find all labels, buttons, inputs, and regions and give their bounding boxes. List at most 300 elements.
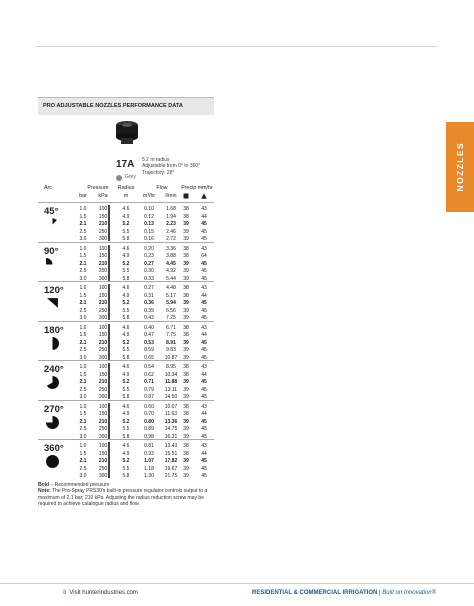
arc-group: [38, 281, 214, 321]
table-cell: 38: [183, 324, 189, 331]
model-specs: [142, 157, 200, 176]
table-cell: 5.2: [122, 418, 130, 425]
table-cell: 2.1: [79, 260, 87, 267]
table-cell: 300: [98, 354, 108, 361]
table-row: [38, 340, 214, 348]
table-cell: 39: [183, 260, 189, 267]
table-cell: 19.67: [164, 465, 178, 472]
table-row: [38, 466, 214, 474]
table-cell: 0.47: [144, 332, 154, 338]
table-cell: 38: [183, 411, 189, 417]
table-cell: 0.43: [144, 315, 154, 321]
table-row: [38, 285, 214, 293]
table-cell: 2.5: [79, 386, 87, 393]
table-cell: 150: [98, 371, 108, 378]
table-row: [38, 458, 214, 466]
table-cell: 150: [98, 411, 108, 417]
table-cell: 4.6: [122, 206, 130, 212]
table-cell: 210: [98, 458, 108, 464]
table-header: [38, 185, 214, 193]
arc-label: 240°: [44, 364, 64, 375]
table-cell: 39: [183, 433, 189, 440]
table-cell: 64: [201, 253, 207, 259]
table-cell: 5.2: [122, 221, 130, 227]
table-cell: 45: [201, 418, 207, 425]
table-cell: 45: [201, 386, 207, 393]
square-pattern-icon: [179, 193, 193, 201]
table-cell: 11.63: [164, 411, 178, 417]
table-cell: 3.0: [79, 394, 87, 400]
table-cell: 39: [183, 315, 189, 321]
table-cell: 1.0: [79, 245, 87, 252]
table-row: [38, 221, 214, 229]
section-tab-label: NOZZLES: [455, 142, 465, 192]
table-cell: 2.1: [79, 458, 87, 464]
table-cell: 39: [183, 236, 189, 242]
table-cell: 4.9: [122, 292, 130, 299]
table-row: [38, 411, 214, 419]
table-cell: 45: [201, 473, 207, 479]
table-cell: 0.70: [144, 411, 154, 417]
table-cell: 45: [201, 228, 207, 235]
subheader-m: m: [123, 193, 129, 199]
subheader-bar: bar: [79, 193, 87, 199]
table-cell: 38: [183, 206, 189, 212]
arc-group: [38, 321, 214, 361]
table-cell: 38: [183, 403, 189, 410]
table-cell: 43: [201, 324, 207, 331]
table-cell: 5.8: [122, 433, 130, 440]
table-cell: 1.18: [144, 465, 154, 472]
footer-separator: |: [377, 590, 383, 596]
table-cell: 5.8: [122, 354, 130, 361]
table-cell: 10.87: [164, 354, 178, 361]
table-cell: 4.92: [166, 268, 176, 274]
table-cell: 2.1: [79, 379, 87, 385]
table-cell: 0.27: [144, 285, 154, 291]
table-cell: 3.0: [79, 236, 87, 242]
header-flow: Flow: [156, 185, 168, 191]
table-cell: 4.6: [122, 403, 130, 410]
table-cell: 150: [98, 332, 108, 338]
table-row: [38, 473, 214, 481]
table-cell: 250: [98, 307, 108, 314]
triangle-pattern-icon: [197, 193, 211, 201]
spec-adjustable: Adjustable from 0° to 360°: [142, 163, 201, 170]
table-row: [38, 308, 214, 316]
table-cell: 0.60: [144, 403, 154, 410]
table-cell: 3.0: [79, 433, 87, 440]
table-cell: 1.94: [166, 213, 176, 220]
table-cell: 0.16: [144, 236, 154, 242]
table-cell: 45: [201, 260, 207, 267]
footer-tagline: Built on Innovation®: [382, 590, 437, 596]
table-cell: 9.83: [166, 347, 176, 353]
table-cell: 2.5: [79, 268, 87, 274]
table-cell: 1.07: [144, 458, 154, 464]
table-cell: 39: [183, 221, 189, 227]
table-cell: 0.62: [144, 371, 154, 378]
header-arc: Arc: [44, 185, 52, 191]
table-cell: 210: [98, 260, 108, 267]
table-cell: 0.13: [144, 221, 154, 227]
table-cell: 5.5: [122, 426, 130, 432]
table-cell: 0.87: [144, 394, 154, 400]
arc-label: 180°: [44, 324, 64, 336]
table-row: [38, 253, 214, 261]
table-cell: 210: [98, 339, 108, 346]
table-cell: 0.20: [144, 245, 154, 252]
arc-label: 360°: [44, 443, 64, 454]
table-cell: 5.8: [122, 473, 130, 479]
table-cell: 45: [201, 268, 207, 274]
table-cell: 5.8: [122, 275, 130, 282]
table-cell: 1.0: [79, 443, 87, 449]
table-cell: 38: [183, 213, 189, 220]
header-radius: Radius: [117, 185, 135, 191]
table-cell: 0.40: [144, 324, 154, 331]
table-cell: 4.6: [122, 245, 130, 252]
table-cell: 17.82: [164, 458, 178, 464]
table-subheader: [38, 193, 214, 203]
table-cell: 39: [183, 379, 189, 385]
table-cell: 39: [183, 465, 189, 472]
section-tab-nozzles: [446, 122, 474, 212]
table-cell: 2.5: [79, 426, 87, 432]
table-cell: 44: [201, 371, 207, 378]
table-cell: 300: [98, 433, 108, 440]
table-cell: 100: [98, 285, 108, 291]
table-row: [38, 261, 214, 269]
table-cell: 1.0: [79, 206, 87, 212]
arc-label: 45°: [44, 206, 59, 217]
table-cell: 8.91: [166, 339, 176, 346]
table-cell: 250: [98, 386, 108, 393]
table-cell: 6.71: [166, 324, 176, 331]
table-cell: 2.1: [79, 339, 87, 346]
table-cell: 300: [98, 315, 108, 321]
table-cell: 39: [183, 228, 189, 235]
table-row: [38, 419, 214, 427]
table-cell: 2.5: [79, 465, 87, 472]
table-cell: 0.33: [144, 275, 154, 282]
table-cell: 5.8: [122, 236, 130, 242]
arc-label: 90°: [44, 245, 59, 257]
table-cell: 45: [201, 426, 207, 432]
table-cell: 39: [183, 275, 189, 282]
table-cell: 15.51: [164, 450, 178, 457]
table-cell: 45: [201, 307, 207, 314]
table-cell: 2.5: [79, 228, 87, 235]
table-row: [38, 379, 214, 387]
table-cell: 39: [183, 268, 189, 274]
table-cell: 5.5: [122, 347, 130, 353]
page-number: 8: [63, 590, 67, 596]
table-cell: 300: [98, 473, 108, 479]
table-cell: 4.6: [122, 324, 130, 331]
table-cell: 4.9: [122, 450, 130, 457]
table-cell: 5.17: [166, 292, 176, 299]
table-cell: 4.48: [166, 285, 176, 291]
table-row: [38, 387, 214, 395]
table-cell: 11.88: [164, 379, 178, 385]
table-cell: 2.23: [166, 221, 176, 227]
arc-label: 270°: [44, 403, 64, 415]
table-cell: 5.8: [122, 315, 130, 321]
table-cell: 5.2: [122, 300, 130, 306]
table-cell: 45: [201, 433, 207, 440]
nozzle-image: [38, 115, 214, 151]
table-cell: 0.30: [144, 268, 154, 274]
table-cell: 43: [201, 245, 207, 252]
table-cell: 43: [201, 443, 207, 449]
table-cell: 1.30: [144, 473, 154, 479]
table-cell: 0.93: [144, 450, 154, 457]
table-cell: 150: [98, 253, 108, 259]
table-cell: 45: [201, 347, 207, 353]
table-row: [38, 246, 214, 254]
subheader-kpa: kPa: [98, 193, 108, 199]
table-cell: 39: [183, 426, 189, 432]
table-cell: 150: [98, 292, 108, 299]
table-cell: 0.79: [144, 386, 154, 393]
table-cell: 1.0: [79, 324, 87, 331]
table-cell: 1.0: [79, 285, 87, 291]
table-cell: 5.5: [122, 465, 130, 472]
color-swatch: [116, 175, 122, 181]
table-row: [38, 364, 214, 372]
model-name: 17A: [116, 159, 135, 170]
table-cell: 45: [201, 465, 207, 472]
table-cell: 7.75: [166, 332, 176, 338]
arc-group: [38, 242, 214, 282]
footer-divider: [0, 583, 474, 584]
table-cell: 1.68: [166, 206, 176, 212]
table-cell: 0.23: [144, 253, 154, 259]
table-cell: 3.0: [79, 275, 87, 282]
subheader-lmin: l/min: [165, 193, 177, 199]
color-label: Grey: [125, 174, 136, 180]
table-row: [38, 268, 214, 276]
table-cell: 39: [183, 473, 189, 479]
table-cell: 45: [201, 275, 207, 282]
table-cell: 5.44: [166, 275, 176, 282]
table-cell: 4.9: [122, 253, 130, 259]
table-row: [38, 229, 214, 237]
table-cell: 3.88: [166, 253, 176, 259]
table-cell: 4.6: [122, 443, 130, 449]
table-cell: 1.5: [79, 332, 87, 338]
table-cell: 300: [98, 394, 108, 400]
table-cell: 39: [183, 300, 189, 306]
table-cell: 0.39: [144, 307, 154, 314]
table-cell: 2.5: [79, 307, 87, 314]
table-cell: 1.5: [79, 213, 87, 220]
table-cell: 4.6: [122, 364, 130, 370]
table-cell: 44: [201, 450, 207, 457]
subheader-m3hr: m³/hr: [142, 193, 156, 199]
header-precip: Precip mm/hr: [181, 185, 213, 191]
table-cell: 39: [183, 394, 189, 400]
arc-group: [38, 400, 214, 440]
table-cell: 44: [201, 292, 207, 299]
model-info: [38, 151, 214, 185]
table-cell: 39: [183, 418, 189, 425]
table-cell: 13.43: [164, 443, 178, 449]
table-cell: 300: [98, 236, 108, 242]
table-cell: 4.45: [166, 260, 176, 267]
header-pressure: Pressure: [87, 185, 109, 191]
table-cell: 14.50: [164, 394, 178, 400]
table-cell: 100: [98, 206, 108, 212]
table-cell: 43: [201, 206, 207, 212]
table-cell: 45: [201, 394, 207, 400]
performance-panel: [38, 97, 214, 479]
table-cell: 100: [98, 324, 108, 331]
table-cell: 10.07: [164, 403, 178, 410]
table-cell: 39: [183, 354, 189, 361]
table-cell: 150: [98, 450, 108, 457]
table-cell: 45: [201, 300, 207, 306]
table-row: [38, 347, 214, 355]
table-cell: 3.0: [79, 473, 87, 479]
table-cell: 0.80: [144, 418, 154, 425]
pressure-note: [38, 488, 216, 507]
table-row: [38, 214, 214, 222]
table-cell: 16.31: [164, 433, 178, 440]
table-cell: 0.89: [144, 426, 154, 432]
table-cell: 1.5: [79, 450, 87, 457]
table-cell: 0.53: [144, 339, 154, 346]
section-title: PRO ADJUSTABLE NOZZLES PERFORMANCE DATA: [38, 97, 214, 115]
table-cell: 1.5: [79, 371, 87, 378]
table-cell: 45: [201, 315, 207, 321]
table-cell: 5.2: [122, 260, 130, 267]
table-cell: 38: [183, 443, 189, 449]
table-cell: 210: [98, 300, 108, 306]
table-cell: 1.0: [79, 403, 87, 410]
table-row: [38, 372, 214, 380]
table-cell: 0.31: [144, 292, 154, 299]
table-row: [38, 451, 214, 459]
footer-left: [63, 590, 138, 596]
table-cell: 1.0: [79, 364, 87, 370]
table-cell: 38: [183, 364, 189, 370]
table-cell: 6.56: [166, 307, 176, 314]
table-cell: 38: [183, 253, 189, 259]
note-text: The Pro-Spray PRS30's built-in pressure regulator controls output to a maximum of 2.1 bar; 210 kPa. Adjusting the radius reduction screw may be required to achieve catalogue radius and flow.: [38, 488, 208, 507]
table-cell: 4.9: [122, 371, 130, 378]
table-cell: 3.0: [79, 354, 87, 361]
table-cell: 45: [201, 379, 207, 385]
table-cell: 100: [98, 403, 108, 410]
table-cell: 2.46: [166, 228, 176, 235]
table-row: [38, 443, 214, 451]
table-cell: 38: [183, 292, 189, 299]
table-cell: 250: [98, 426, 108, 432]
table-cell: 2.1: [79, 300, 87, 306]
table-cell: 4.9: [122, 213, 130, 220]
table-cell: 38: [183, 245, 189, 252]
table-cell: 2.1: [79, 418, 87, 425]
arc-label: 120°: [44, 285, 64, 296]
table-cell: 0.81: [144, 443, 154, 449]
table-cell: 43: [201, 285, 207, 291]
table-cell: 21.75: [164, 473, 178, 479]
table-cell: 1.5: [79, 411, 87, 417]
table-cell: 5.94: [166, 300, 176, 306]
table-cell: 39: [183, 307, 189, 314]
footer-right: [252, 590, 436, 596]
top-divider: [36, 46, 438, 47]
table-cell: 43: [201, 364, 207, 370]
table-cell: 45: [201, 354, 207, 361]
table-cell: 39: [183, 386, 189, 393]
table-cell: 8.95: [166, 364, 176, 370]
footer-brand: RESIDENTIAL & COMMERCIAL IRRIGATION: [252, 590, 378, 596]
nozzle-product-icon: [112, 117, 142, 147]
table-cell: 250: [98, 465, 108, 472]
table-cell: 13.11: [164, 386, 178, 393]
table-cell: 210: [98, 379, 108, 385]
table-row: [38, 426, 214, 434]
table-cell: 5.2: [122, 339, 130, 346]
table-cell: 43: [201, 403, 207, 410]
table-cell: 39: [183, 458, 189, 464]
table-cell: 4.6: [122, 285, 130, 291]
table-cell: 38: [183, 332, 189, 338]
website-link[interactable]: Visit hunterindustries.com: [69, 590, 138, 596]
table-cell: 44: [201, 213, 207, 220]
table-cell: 100: [98, 245, 108, 252]
table-row: [38, 325, 214, 333]
table-cell: 44: [201, 332, 207, 338]
table-cell: 5.2: [122, 379, 130, 385]
table-cell: 45: [201, 458, 207, 464]
table-cell: 0.27: [144, 260, 154, 267]
table-row: [38, 404, 214, 412]
table-cell: 5.5: [122, 386, 130, 393]
table-cell: 0.10: [144, 206, 154, 212]
table-cell: 1.5: [79, 253, 87, 259]
table-cell: 250: [98, 228, 108, 235]
arc-group: [38, 203, 214, 242]
performance-table: [38, 203, 214, 479]
table-cell: 14.75: [164, 426, 178, 432]
table-cell: 5.8: [122, 394, 130, 400]
table-cell: 13.36: [164, 418, 178, 425]
table-cell: 5.5: [122, 307, 130, 314]
table-cell: 38: [183, 450, 189, 457]
table-cell: 210: [98, 418, 108, 425]
table-cell: 4.9: [122, 332, 130, 338]
table-cell: 0.15: [144, 228, 154, 235]
table-cell: 3.0: [79, 315, 87, 321]
table-cell: 5.5: [122, 228, 130, 235]
table-row: [38, 293, 214, 301]
table-cell: 45: [201, 221, 207, 227]
spec-trajectory: Trajectory: 28°: [142, 169, 175, 176]
table-cell: 0.59: [144, 347, 154, 353]
table-cell: 5.5: [122, 268, 130, 274]
table-cell: 1.5: [79, 292, 87, 299]
table-cell: 39: [183, 347, 189, 353]
arc-group: [38, 439, 214, 479]
table-cell: 5.2: [122, 458, 130, 464]
table-cell: 300: [98, 275, 108, 282]
table-cell: 39: [183, 339, 189, 346]
table-cell: 2.5: [79, 347, 87, 353]
